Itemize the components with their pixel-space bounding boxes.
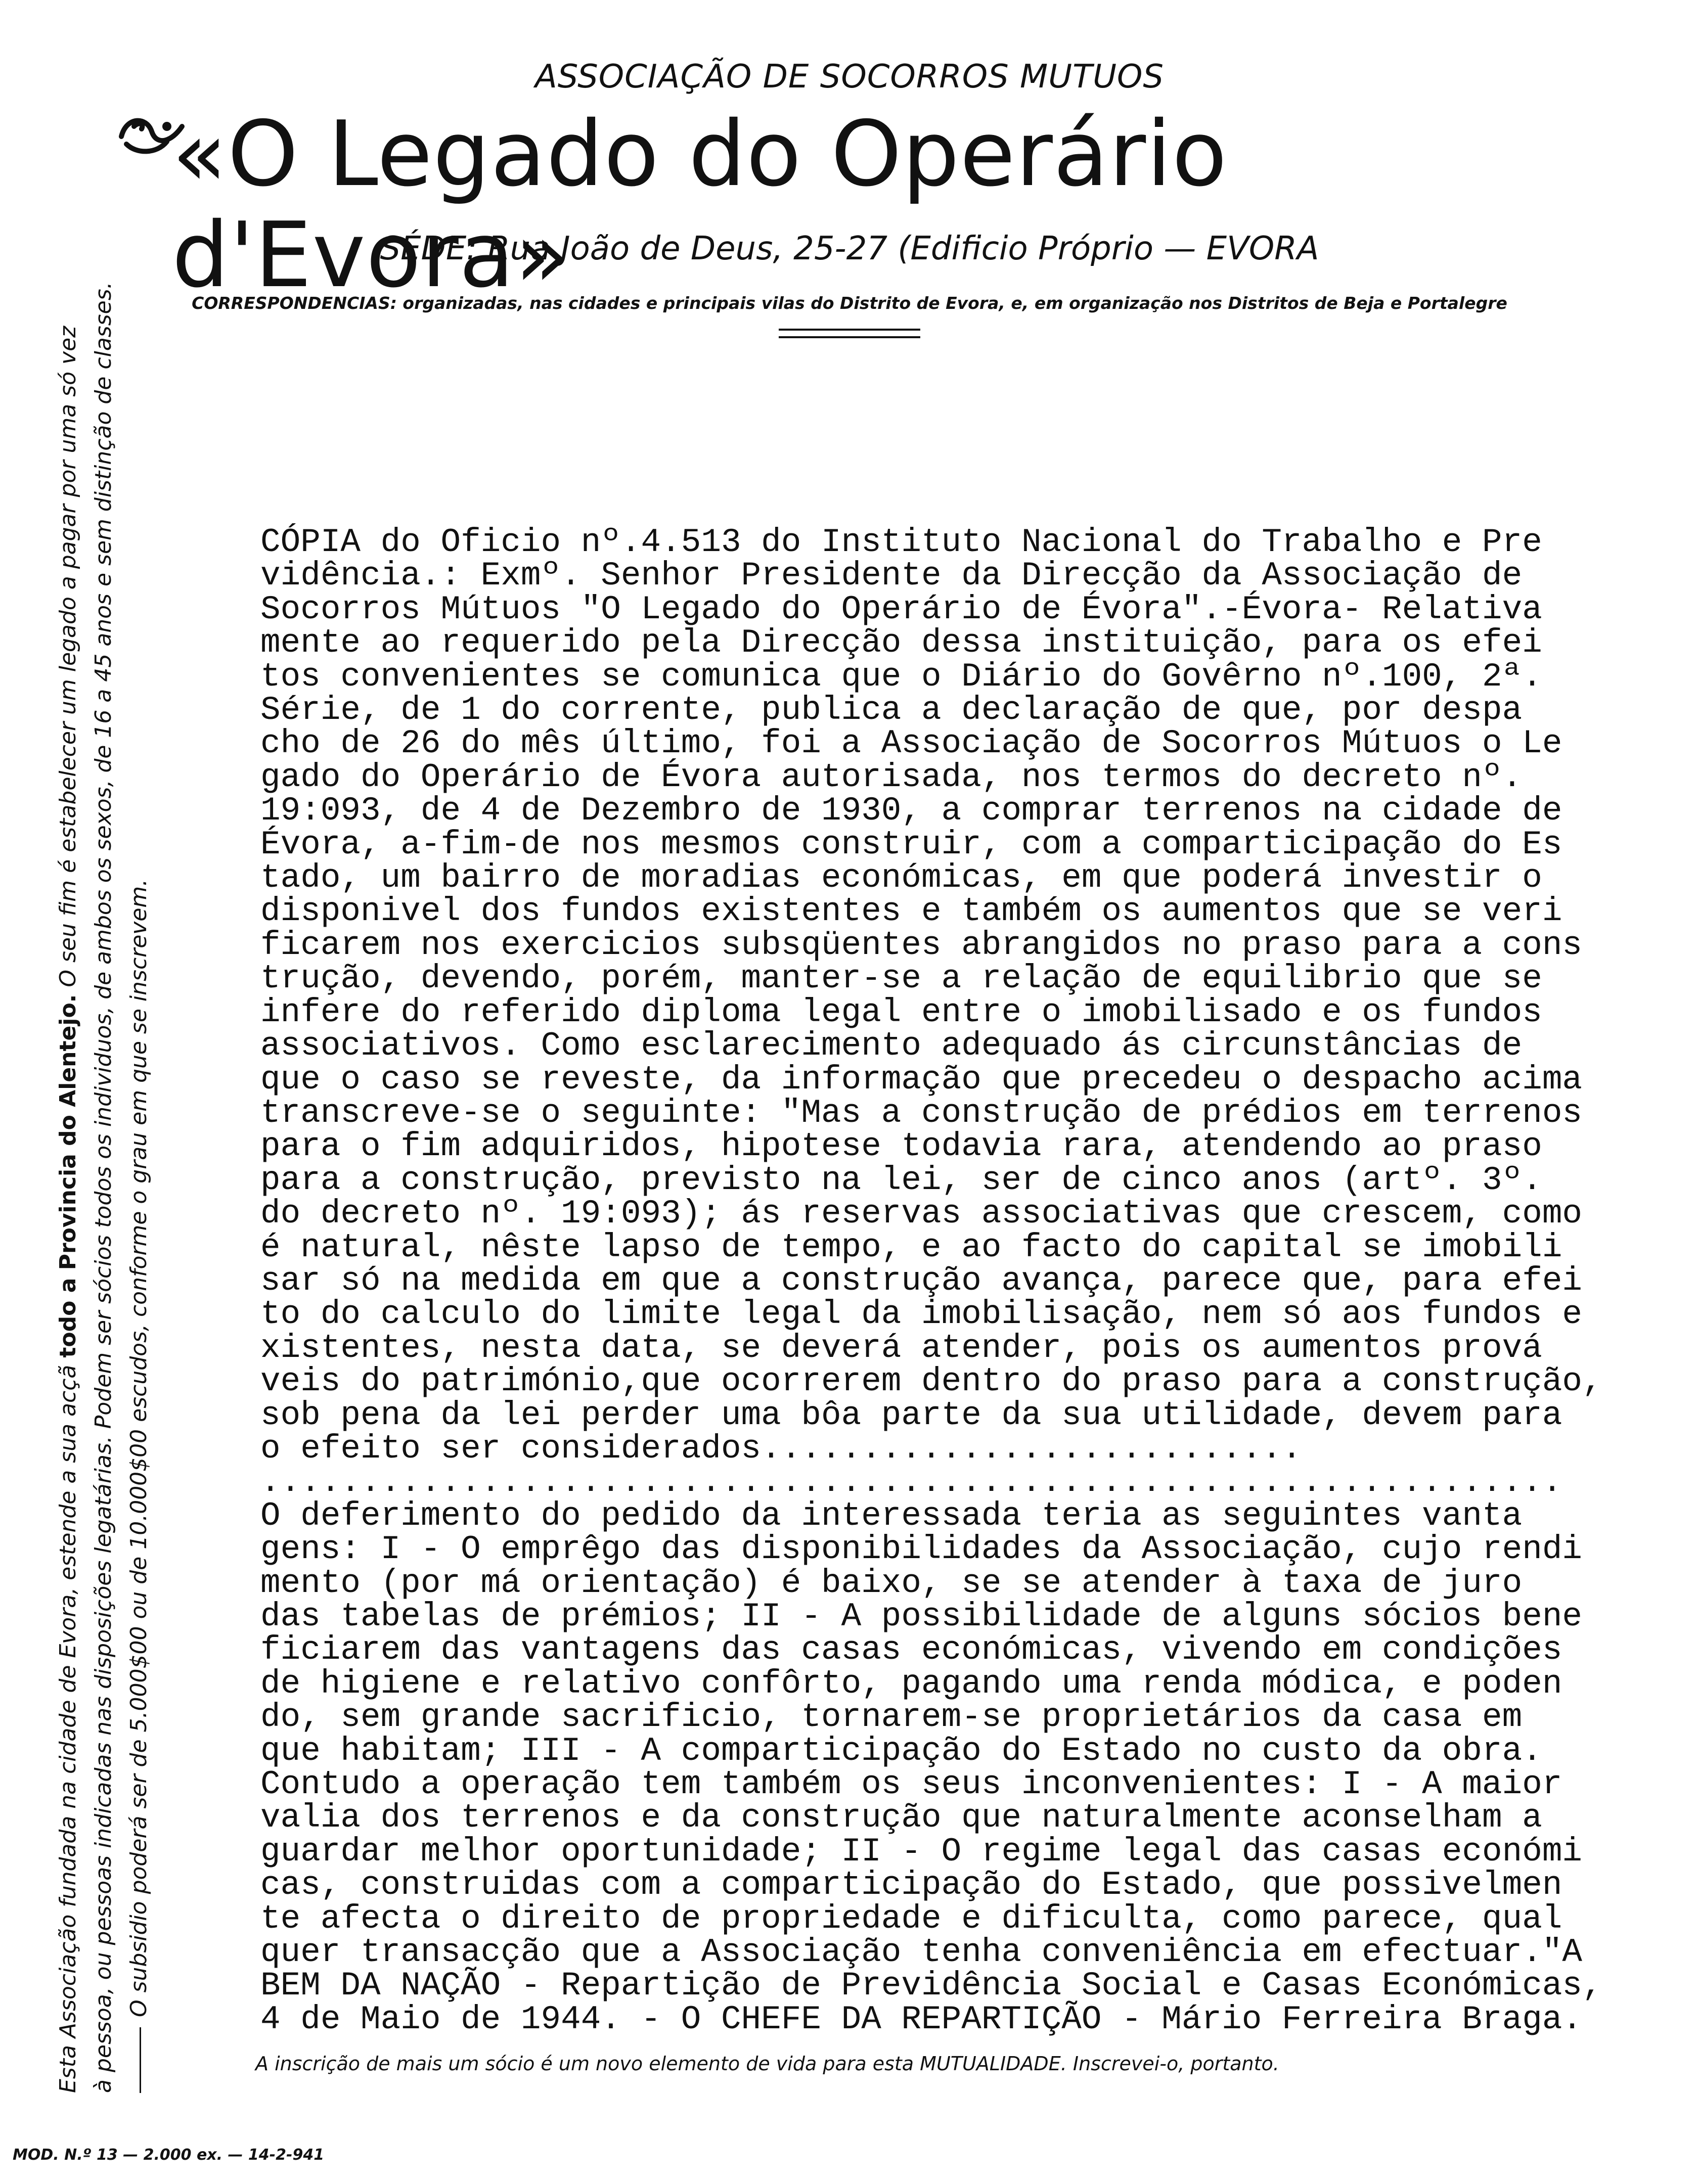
body-line: infere do referido diploma legal entre o imobilisado e os fundos bbox=[260, 993, 1542, 1031]
sidebar-region: todo a Provincia do Alentejo. bbox=[55, 994, 81, 1358]
body-line: ficiarem das vantagens das casas económicas, vivendo em condições bbox=[260, 1631, 1562, 1669]
body-line: ................................................................. bbox=[260, 1463, 1562, 1502]
body-line: gens: I - O emprêgo das disponibilidades da Associação, cujo rendi bbox=[260, 1530, 1583, 1569]
body-line: cas, construidas com a comparticipação do Estado, que possivelmen bbox=[260, 1866, 1562, 1904]
body-line: sob pena da lei perder uma bôa parte da sua utilidade, devem para bbox=[260, 1396, 1562, 1434]
body-line: mento (por má orientação) é baixo, se se atender à taxa de juro bbox=[260, 1564, 1523, 1602]
body-line: ficarem nos exercicios subsqüentes abrangidos no praso para a cons bbox=[260, 926, 1583, 964]
sidebar-line-2: à pessoa, ou pessoas indicadas nas disposições legatárias. Podem ser sócios todos os individuos, de ambos os sexos, de 16 a 45 anos e sem distinção de classes. bbox=[91, 282, 116, 2093]
typed-letter-body bbox=[260, 523, 1636, 2038]
body-line: tado, um bairro de moradias económicas, em que poderá investir o bbox=[260, 859, 1542, 897]
body-line: 19:093, de 4 de Dezembro de 1930, a comprar terrenos na cidade de bbox=[260, 792, 1562, 830]
body-line: disponivel dos fundos existentes e também os aumentos que se veri bbox=[260, 892, 1562, 931]
body-line: vidência.: Exmº. Senhor Presidente da Direcção da Associação de bbox=[260, 557, 1523, 595]
body-line: que habitam; III - A comparticipação do Estado no custo da obra. bbox=[260, 1732, 1542, 1770]
body-line: te afecta o direito de propriedade e dificulta, como parece, qual bbox=[260, 1899, 1562, 1938]
body-line: BEM DA NAÇÃO - Repartição de Previdência Social e Casas Económicas, bbox=[260, 1967, 1602, 2005]
body-line: associativos. Como esclarecimento adequado ás circunstâncias de bbox=[260, 1027, 1523, 1065]
body-line: CÓPIA do Oficio nº.4.513 do Instituto Nacional do Trabalho e Pre bbox=[260, 523, 1542, 561]
body-line: o efeito ser considerados........................... bbox=[260, 1429, 1302, 1468]
body-line: valia dos terrenos e da construção que naturalmente aconselham a bbox=[260, 1799, 1542, 1837]
sidebar-line-3: O subsidio poderá ser de 5.000$00 ou de 10.000$00 escudos, conforme o grau em que se inscrevem. bbox=[121, 364, 157, 2093]
header-divider-top bbox=[779, 329, 920, 331]
body-line: Évora, a-fim-de nos mesmos construir, com a comparticipação do Es bbox=[260, 825, 1562, 863]
body-line: tos convenientes se comunica que o Diário do Govêrno nº.100, 2ª. bbox=[260, 657, 1542, 696]
body-line: para o fim adquiridos, hipotese todavia rara, atendendo ao praso bbox=[260, 1127, 1542, 1166]
body-line: quer transacção que a Associação tenha conveniência em efectuar."A bbox=[260, 1933, 1583, 1972]
body-line: cho de 26 do mês último, foi a Associação de Socorros Mútuos o Le bbox=[260, 724, 1562, 763]
sidebar-statutes bbox=[51, 282, 157, 2093]
body-line: sar só na medida em que a construção avança, parece que, para efei bbox=[260, 1261, 1583, 1300]
body-line: mente ao requerido pela Direcção dessa instituição, para os efei bbox=[260, 624, 1542, 662]
association-type: ASSOCIAÇÃO DE SOCORROS MUTUOS bbox=[534, 58, 1165, 96]
body-line: para a construção, previsto na lei, ser de cinco anos (artº. 3º. bbox=[260, 1161, 1542, 1199]
body-line: das tabelas de prémios; II - A possibilidade de alguns sócios bene bbox=[260, 1598, 1583, 1635]
body-line: O deferimento do pedido da interessada teria as seguintes vanta bbox=[260, 1496, 1523, 1535]
footer-note: A inscrição de mais um sócio é um novo elemento de vida para esta MUTUALIDADE. Inscrevei-o, portanto. bbox=[255, 2053, 1279, 2075]
body-line: guardar melhor oportunidade; II - O regime legal das casas económi bbox=[260, 1832, 1583, 1871]
body-line: do, sem grande sacrificio, tornarem-se proprietários da casa em bbox=[260, 1698, 1523, 1737]
correspondences-note: CORRESPONDENCIAS: organizadas, nas cidades e principais vilas do Distrito de Evora, e, em organização nos Distritos de Beja e Portalegre bbox=[192, 293, 1507, 313]
body-line: to do calculo do limite legal da imobilisação, nem só aos fundos e bbox=[260, 1295, 1583, 1334]
body-line: gado do Operário de Évora autorisada, nos termos do decreto nº. bbox=[260, 758, 1523, 796]
body-line: xistentes, nesta data, se deverá atender, pois os aumentos prová bbox=[260, 1329, 1542, 1367]
body-line: do decreto nº. 19:093); ás reservas associativas que crescem, como bbox=[260, 1195, 1583, 1233]
headquarters-address: SÉDE: Rua João de Deus, 25-27 (Edificio Próprio — EVORA bbox=[380, 230, 1319, 267]
body-line: que o caso se reveste, da informação que precedeu o despacho acima bbox=[260, 1060, 1583, 1099]
sidebar-line-1: Esta Associação fundada na cidade de Evora, estende a sua acçã todo a Provincia do Alentejo. O seu fim é estabelecer um legado a pagar por uma só vez bbox=[55, 326, 81, 2093]
body-line: veis do património,que ocorrerem dentro do praso para a construção, bbox=[260, 1362, 1602, 1401]
body-line: Socorros Mútuos "O Legado do Operário de Évora".-Évora- Relativa bbox=[260, 590, 1542, 628]
body-line: trução, devendo, porém, manter-se a relação de equilibrio que se bbox=[260, 960, 1542, 998]
letterhead-title: «O Legado do Operário d'Evora» bbox=[172, 102, 1228, 307]
header-divider-bottom bbox=[779, 336, 920, 338]
body-line: Contudo a operação tem também os seus inconvenientes: I - A maior bbox=[260, 1765, 1562, 1804]
body-line: 4 de Maio de 1944. - O CHEFE DA REPARTIÇÃO - Mário Ferreira Braga. bbox=[260, 2000, 1583, 2038]
body-line: de higiene e relativo confôrto, pagando uma renda módica, e poden bbox=[260, 1664, 1562, 1703]
form-code: MOD. N.º 13 — 2.000 ex. — 14-2-941 bbox=[13, 2146, 325, 2164]
body-line: é natural, nêste lapso de tempo, e ao facto do capital se imobili bbox=[260, 1228, 1562, 1266]
body-line: transcreve-se o seguinte: "Mas a construção de prédios em terrenos bbox=[260, 1094, 1583, 1132]
body-line: Série, de 1 do corrente, publica a declaração de que, por despa bbox=[260, 691, 1523, 730]
